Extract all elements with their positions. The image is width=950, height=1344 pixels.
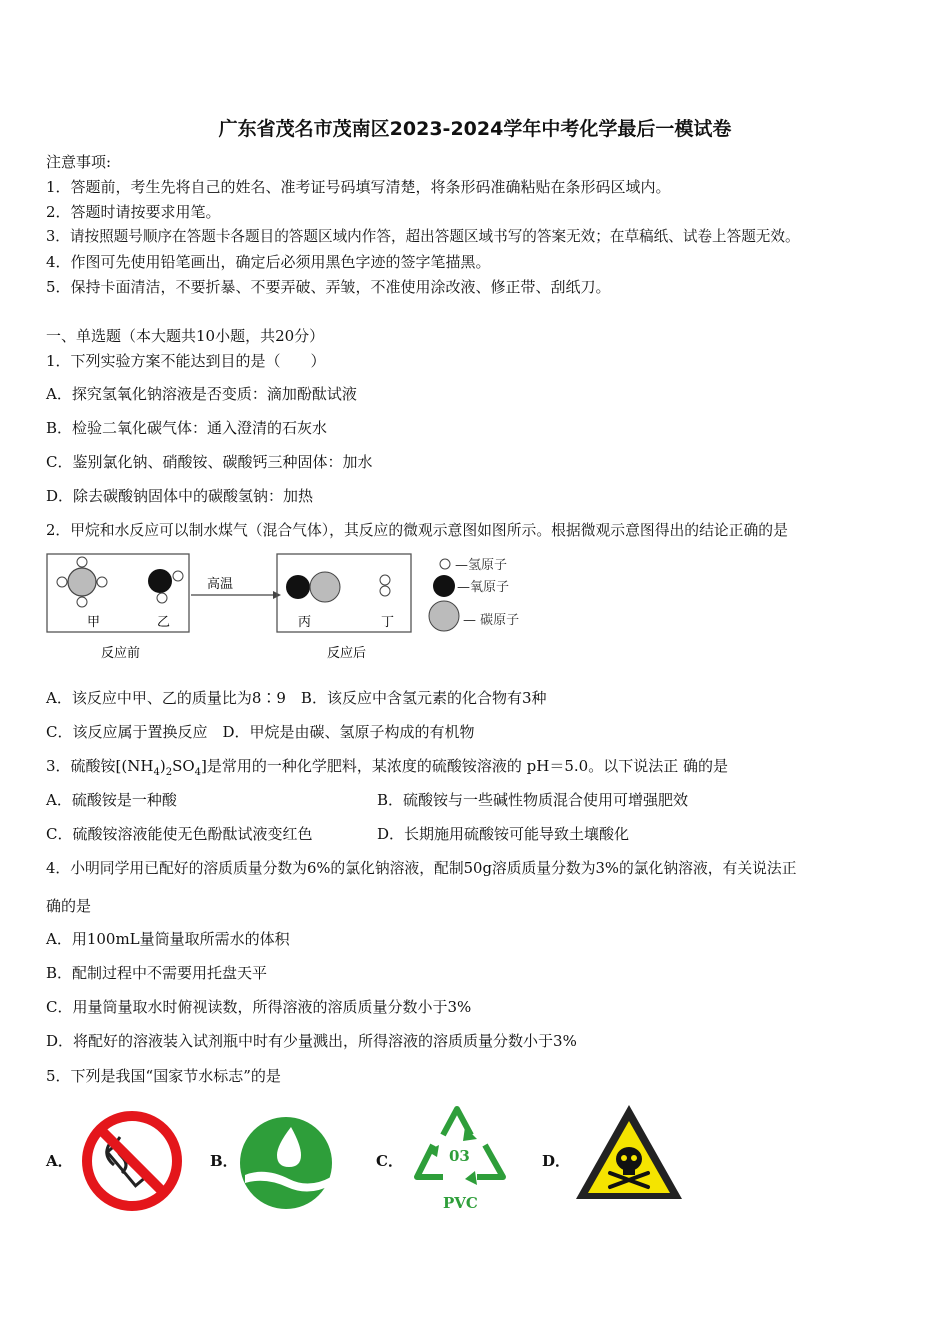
legend-o: —氧原子 [457,580,510,595]
q5-label-d: D． [542,1152,571,1170]
page-title: 广东省茂名市茂南区2023-2024学年中考化学最后一模试卷 [218,118,732,140]
water-molecule [148,569,183,603]
legend-h-icon [440,559,450,569]
q2-option-ab: A．该反应中甲、乙的质量比为8∶9 B．该反应中含氢元素的化合物有3种 [46,689,547,707]
q1-option-d: D．除去碳酸钠固体中的碳酸氢钠：加热 [46,487,314,505]
recycle-code: 03 [449,1147,470,1165]
q3-stem: 3．硫酸铵$[(NH_4)_2SO_4]$是常用的一种化学肥料，某浓度的硫酸铵溶液的 pH＝5.0。以下说法正 确的是 [46,757,728,778]
q1-option-b: B．检验二氧化碳气体：通入澄清的石灰水 [46,419,328,437]
notice-item: 5．保持卡面清洁，不要折暴、不要弄破、弄皱，不准使用涂改液、修正带、刮纸刀。 [46,278,611,296]
notice-item: 1．答题前，考生先将自己的姓名、准考证号码填写清楚，将条形码准确粘贴在条形码区域内。 [46,178,671,196]
q1-option-c: C．鉴别氯化钠、硝酸铵、碳酸钙三种固体：加水 [46,453,373,471]
q3-option-d: D．长期施用硫酸铵可能导致土壤酸化 [377,825,630,843]
notice-heading: 注意事项: [46,153,112,171]
section-heading: 一、单选题（本大题共10小题，共20分） [46,327,325,345]
q4-option-a: A．用100mL量筒量取所需水的体积 [46,930,290,948]
label-yi: 乙 [157,615,171,630]
q5-label-a: A． [46,1152,73,1170]
recycle-text: PVC [443,1194,478,1212]
q5-label-c: C． [376,1152,403,1170]
label-bing: 丙 [298,615,312,630]
legend-c-icon [429,601,459,631]
notice-item: 2．答题时请按要求用笔。 [46,203,221,221]
co-molecule [286,572,340,602]
notice-item: 4．作图可先使用铅笔画出，确定后必须用黑色字迹的签字笔描黑。 [46,253,491,271]
q2-option-cd: C．该反应属于置换反应 D．甲烷是由碳、氢原子构成的有机物 [46,723,475,741]
reaction-diagram [45,550,545,670]
legend-c: — 碳原子 [463,613,520,628]
q1-option-a: A．探究氢氧化钠溶液是否变质：滴加酚酞试液 [46,385,357,403]
notice-item: 3．请按照题号顺序在答题卡各题目的答题区域内作答，超出答题区域书写的答案无效；在草稿纸、试卷上答题无效。 [46,228,800,245]
q1-stem: 1．下列实验方案不能达到目的是（ ） [46,352,326,370]
after-caption: 反应后 [327,646,367,661]
poison-warning-icon [572,1095,686,1207]
q3-option-a: A．硫酸铵是一种酸 [46,791,177,809]
h2-molecule [380,575,390,596]
q4-stem-line2: 确的是 [46,897,92,915]
q3-option-c: C．硫酸铵溶液能使无色酚酞试液变红色 [46,825,313,843]
q4-option-b: B．配制过程中不需要用托盘天平 [46,964,268,982]
condition-label: 高温 [207,577,234,592]
before-caption: 反应前 [101,646,141,661]
recycle-pvc-icon [405,1095,515,1217]
q4-option-d: D．将配好的溶液装入试剂瓶中时有少量溅出，所得溶液的溶质质量分数小于3% [46,1032,577,1050]
label-ding: 丁 [381,615,395,630]
q4-option-c: C．用量筒量取水时俯视读数，所得溶液的溶质质量分数小于3% [46,998,472,1016]
label-jia: 甲 [87,615,101,630]
q5-stem: 5．下列是我国“国家节水标志”的是 [46,1067,281,1085]
legend-h: —氢原子 [455,558,508,573]
water-saving-icon [237,1095,337,1211]
no-smoking-icon [80,1095,184,1211]
q2-stem: 2．甲烷和水反应可以制水煤气（混合气体），其反应的微观示意图如图所示。根据微观示意图得出的结论正确的是 [46,522,788,539]
q4-stem-line1: 4．小明同学用已配好的溶质质量分数为6%的氯化钠溶液，配制50g溶质质量分数为3%的氯化钠溶液，有关说法正 [46,860,797,877]
q5-label-b: B． [210,1152,238,1170]
legend-o-icon [433,575,455,597]
q3-option-b: B．硫酸铵与一些碱性物质混合使用可增强肥效 [377,791,689,809]
methane-molecule [57,557,107,607]
